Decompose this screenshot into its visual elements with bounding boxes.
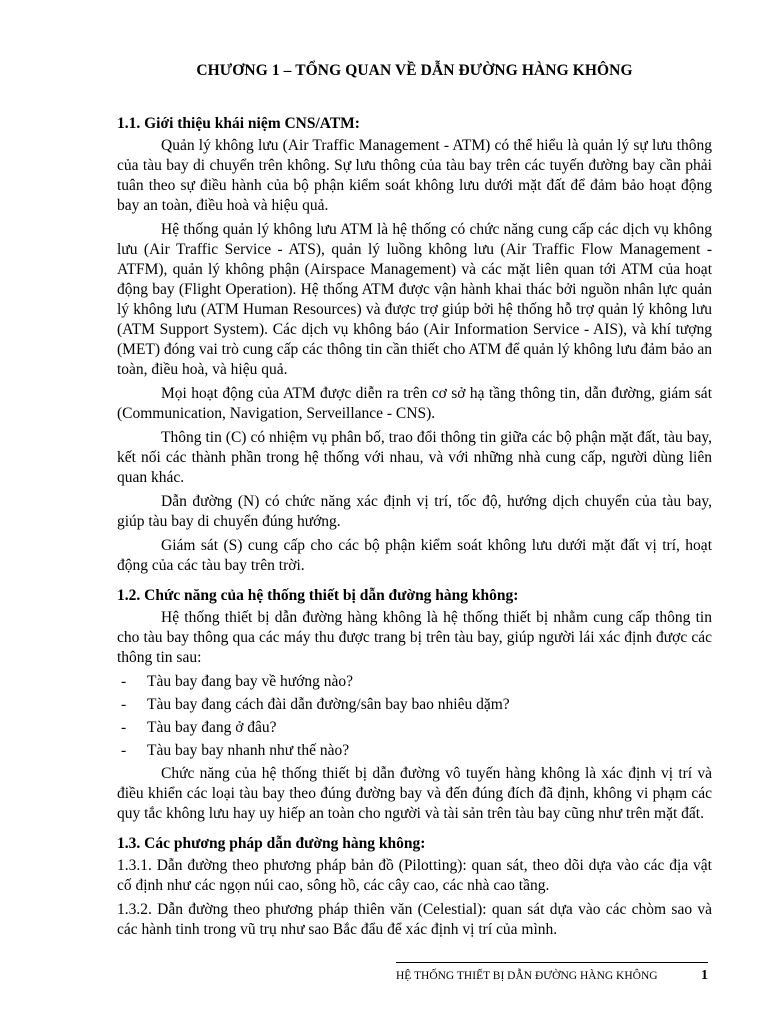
paragraph: Hệ thống thiết bị dẫn đường hàng không là hệ thống thiết bị nhằm cung cấp thông tin cho tàu bay thông qua các máy thu được trang bị trên tàu bay, giúp người lái xác định được các thông tin sau: — [117, 609, 712, 666]
section-heading-1-2: 1.2. Chức năng của hệ thống thiết bị dẫn đường hàng không: — [117, 587, 519, 604]
page-number: 1 — [701, 968, 708, 983]
dash-marker: - — [121, 696, 127, 713]
list-item-text: Tàu bay đang cách đài dẫn đường/sân bay bao nhiêu dặm? — [147, 696, 510, 713]
paragraph: Dẫn đường (N) có chức năng xác định vị trí, tốc độ, hướng dịch chuyển của tàu bay, giúp tàu bay di chuyển đúng hướng. — [117, 493, 712, 530]
chapter-title: CHƯƠNG 1 – TỔNG QUAN VỀ DẪN ĐƯỜNG HÀNG KHÔNG — [196, 62, 633, 79]
paragraph: Chức năng của hệ thống thiết bị dẫn đường vô tuyến hàng không là xác định vị trí và điều khiển các loại tàu bay theo đúng đường bay và đến đúng đích đã định, không vi phạm các quy tắc không lưu hay uy hiếp an toàn cho người và tài sản trên tàu bay cũng như trên mặt đất. — [117, 765, 712, 822]
footer-text: HỆ THỐNG THIẾT BỊ DẪN ĐƯỜNG HÀNG KHÔNG — [396, 970, 658, 982]
section-heading-1-1: 1.1. Giới thiệu khái niệm CNS/ATM: — [117, 115, 360, 132]
list-item — [117, 718, 712, 738]
section-heading-1-3: 1.3. Các phương pháp dẫn đường hàng không: — [117, 835, 426, 852]
dash-marker: - — [121, 742, 127, 759]
paragraph: 1.3.1. Dẫn đường theo phương pháp bản đồ (Pilotting): quan sát, theo dõi dựa vào các địa vật cố định như các ngọn núi cao, sông hồ, các cây cao, các nhà cao tầng. — [117, 857, 712, 894]
list-item-text: Tàu bay bay nhanh như thế nào? — [147, 742, 350, 759]
list-item-text: Tàu bay đang ở đâu? — [147, 719, 277, 736]
paragraph: Thông tin (C) có nhiệm vụ phân bố, trao đổi thông tin giữa các bộ phận mặt đất, tàu bay, kết nối các thành phần trong hệ thống với nhau, và với những nhà cung cấp, người dùng liên quan khác. — [117, 429, 712, 486]
list-item — [117, 672, 712, 692]
list-item — [117, 695, 712, 715]
paragraph: Mọi hoạt động của ATM được diễn ra trên cơ sở hạ tầng thông tin, dẫn đường, giám sát (Communication, Navigation, Serveillance - CNS). — [117, 385, 712, 422]
paragraph: Giám sát (S) cung cấp cho các bộ phận kiểm soát không lưu dưới mặt đất vị trí, hoạt động của các tàu bay trên trời. — [117, 537, 712, 574]
list-item-text: Tàu bay đang bay về hướng nào? — [147, 673, 353, 690]
paragraph: Hệ thống quản lý không lưu ATM là hệ thống có chức năng cung cấp các dịch vụ không lưu (Air Traffic Service - ATS), quản lý luồng không lưu (Air Traffic Flow Management - ATFM), quản lý không phận (Airspace Management) và các mặt liên quan tới ATM của hoạt động bay (Flight Operation). Hệ thống ATM được vận hành khai thác bởi nguồn nhân lực quản lý không lưu (ATM Human Resources) và được trợ giúp bởi hệ thống hỗ trợ quản lý không lưu (ATM Support System). Các dịch vụ không báo (Air Information Service - AIS), và khí tượng (MET) đóng vai trò cung cấp các thông tin cần thiết cho ATM để quản lý không lưu đảm bảo an toàn, điều hoà, và hiệu quả. — [117, 221, 712, 378]
page-footer — [396, 962, 708, 984]
paragraph: Quản lý không lưu (Air Traffic Management - ATM) có thể hiểu là quản lý sự lưu thông của tàu bay di chuyển trên không. Sự lưu thông của tàu bay trên các tuyến đường bay cần phải tuân theo sự điều hành của bộ phận kiểm soát không lưu dưới mặt đất để đảm bảo hoạt động bay an toàn, điều hoà và hiệu quả. — [117, 137, 712, 214]
list-item — [117, 741, 712, 761]
dash-marker: - — [121, 673, 127, 690]
bullet-list — [117, 672, 712, 761]
paragraph: 1.3.2. Dẫn đường theo phương pháp thiên văn (Celestial): quan sát dựa vào các chòm sao và các hành tinh trong vũ trụ như sao Bắc đẩu để xác định vị trí của mình. — [117, 901, 712, 938]
dash-marker: - — [121, 719, 127, 736]
